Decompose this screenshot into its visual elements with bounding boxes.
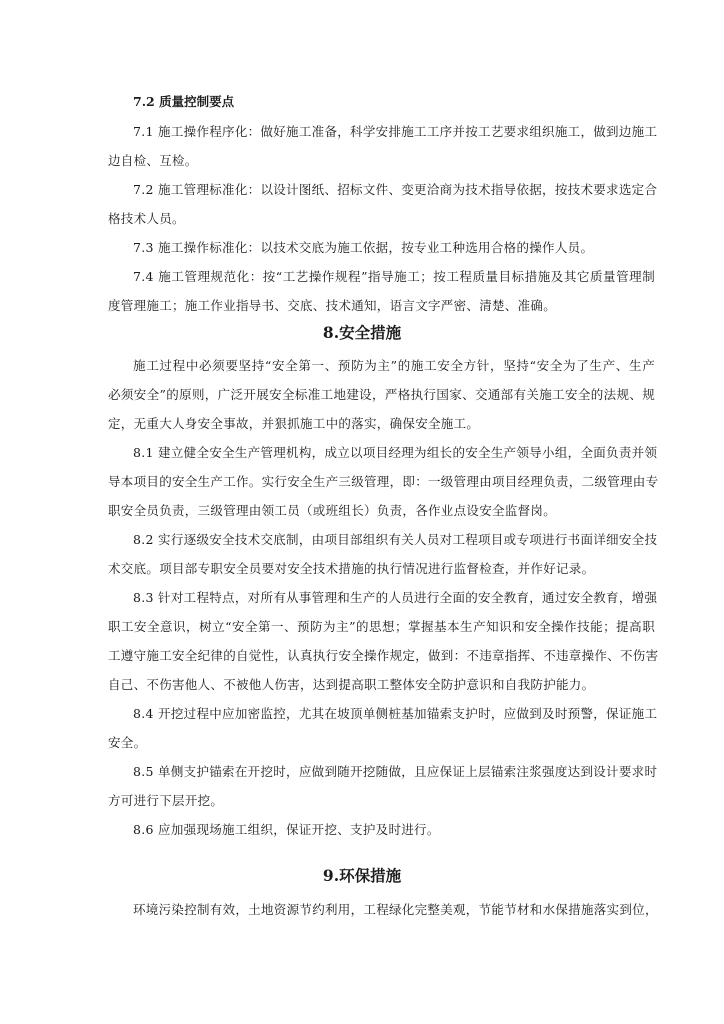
paragraph-line: 8.5 单侧支护锚索在开挖时，应做到随开挖随做，且应保证上层锚索注浆强度达到设计要求时 (133, 764, 658, 779)
paragraph-line: 7.1 施工操作程序化：做好施工准备，科学安排施工工序并按工艺要求组织施工，做到边施工 (133, 124, 658, 139)
section-heading: 8.安全措施 (322, 323, 402, 342)
paragraph-line: 工遵守施工安全纪律的自觉性，认真执行安全操作规定，做到：不违章指挥、不违章操作、不伤害 (108, 648, 659, 663)
paragraph-line: 导本项目的安全生产工作。实行安全生产三级管理，即：一级管理由项目经理负责，二级管理由专 (108, 474, 659, 489)
paragraph-line: 定，无重大人身安全事故，并狠抓施工中的落实，确保安全施工。 (108, 416, 480, 431)
paragraph-line: 7.4 施工管理规范化：按“工艺操作规程”指导施工；按工程质量目标措施及其它质量管理制 (133, 269, 655, 284)
paragraph-line: 边自检、互检。 (108, 153, 198, 168)
paragraph-line: 方可进行下层开挖。 (108, 793, 224, 808)
paragraph-line: 必须安全”的原则，广泛开展安全标准工地建设，严格执行国家、交通部有关施工安全的法规、规 (108, 387, 655, 402)
paragraph-line: 格技术人员。 (108, 211, 185, 226)
paragraph-line: 施工过程中必须要坚持“安全第一、预防为主”的施工安全方针，坚持“安全为了生产、生产 (133, 358, 655, 373)
section-heading: 9.环保措施 (322, 866, 402, 885)
paragraph-line: 职安全员负责，三级管理由领工员（或班组长）负责，各作业点设安全监督岗。 (108, 503, 557, 518)
paragraph-line: 环境污染控制有效，土地资源节约利用，工程绿化完整美观，节能节材和水保措施落实到位， (133, 902, 658, 917)
subsection-title: 7.2 质量控制要点 (133, 94, 235, 109)
paragraph-line: 术交底。项目部专职安全员要对安全技术措施的执行情况进行监督检查，并作好记录。 (108, 561, 595, 576)
paragraph-line: 8.2 实行逐级安全技术交底制，由项目部组织有关人员对工程项目或专项进行书面详细安全技 (133, 532, 658, 547)
paragraph-line: 8.3 针对工程特点，对所有从事管理和生产的人员进行全面的安全教育，通过安全教育，增强 (133, 590, 658, 605)
paragraph-line: 安全。 (108, 735, 147, 750)
paragraph-line: 度管理施工；施工作业指导书、交底、技术通知，语言文字严密、清楚、准确。 (108, 298, 557, 313)
paragraph-line: 7.2 施工管理标准化：以设计图纸、招标文件、变更洽商为技术指导依据，按技术要求选定合 (133, 182, 658, 197)
paragraph-line: 8.1 建立健全安全生产管理机构，成立以项目经理为组长的安全生产领导小组，全面负责并领 (133, 445, 658, 460)
paragraph-line: 8.4 开挖过程中应加密监控，尤其在坡顶单侧桩基加锚索支护时，应做到及时预警，保证施工 (133, 706, 658, 721)
paragraph-line: 8.6 应加强现场施工组织，保证开挖、支护及时进行。 (133, 822, 440, 837)
paragraph-line: 自己、不伤害他人、不被他人伤害，达到提高职工整体安全防护意识和自我防护能力。 (108, 677, 595, 692)
paragraph-line: 职工安全意识，树立“安全第一、预防为主”的思想；掌握基本生产知识和安全操作技能；提高职 (108, 619, 655, 634)
paragraph-line: 7.3 施工操作标准化：以技术交底为施工依据，按专业工种选用合格的操作人员。 (133, 240, 594, 255)
